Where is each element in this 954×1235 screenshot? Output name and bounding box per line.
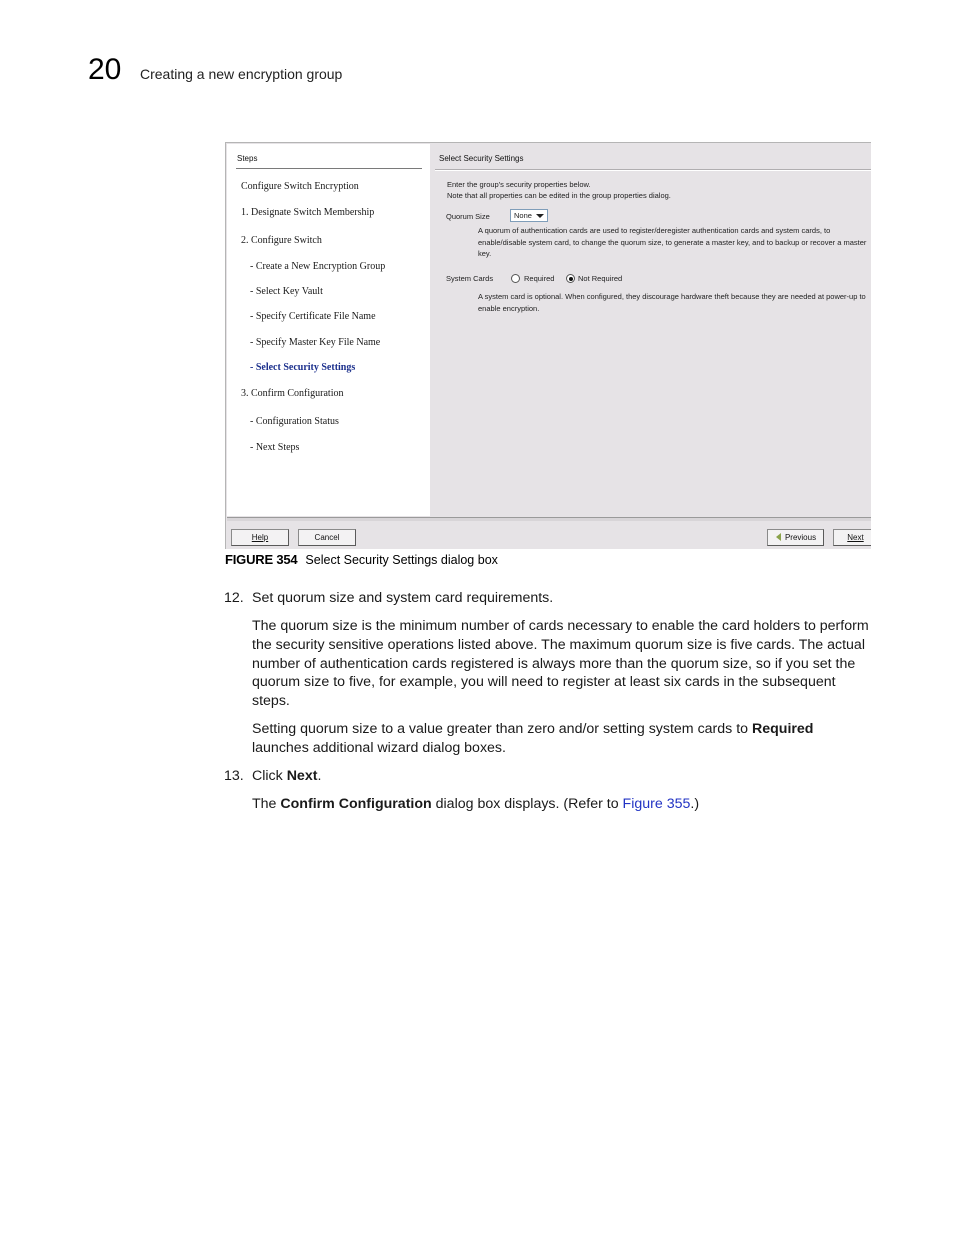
- para3-text-before: The: [252, 796, 281, 812]
- steps-header: Steps: [237, 154, 258, 163]
- next-button[interactable]: [833, 529, 871, 546]
- step-12-text: Set quorum size and system card requirements.: [252, 590, 554, 606]
- next-term: Next: [286, 768, 318, 784]
- previous-button[interactable]: [767, 529, 824, 546]
- step-specify-master-key-file[interactable]: - Specify Master Key File Name: [250, 337, 381, 348]
- step-13-number: 13.: [224, 768, 244, 784]
- steps-divider: [236, 168, 422, 169]
- quorum-size-label: Quorum Size: [446, 212, 490, 221]
- radio-not-required[interactable]: [566, 274, 575, 283]
- step-create-encryption-group[interactable]: - Create a New Encryption Group: [250, 261, 386, 272]
- cancel-button-label: Cancel: [314, 533, 340, 542]
- step-select-key-vault[interactable]: - Select Key Vault: [250, 286, 323, 297]
- intro-text-line1: Enter the group's security properties below.: [447, 180, 591, 189]
- step-designate-switch-membership[interactable]: 1. Designate Switch Membership: [241, 207, 375, 218]
- intro-text-line2: Note that all properties can be edited in the group properties dialog.: [447, 191, 671, 200]
- step-12-number: 12.: [224, 590, 244, 606]
- system-cards-description: A system card is optional. When configured, they discourage hardware theft because they are needed at power-up to enable encryption.: [478, 292, 866, 313]
- cancel-button[interactable]: [298, 529, 356, 546]
- required-term: Required: [751, 721, 814, 737]
- step-13-text: [252, 767, 872, 786]
- step-configure-switch-encryption[interactable]: Configure Switch Encryption: [241, 181, 359, 192]
- step-configuration-status[interactable]: - Configuration Status: [250, 416, 339, 427]
- chapter-title: Creating a new encryption group: [140, 66, 343, 82]
- step-next-steps[interactable]: - Next Steps: [250, 442, 300, 453]
- radio-required-label[interactable]: Required: [524, 274, 555, 283]
- button-bar-divider: [227, 517, 871, 521]
- content-divider-highlight: [435, 170, 871, 171]
- para3-text-after: .): [690, 796, 700, 812]
- help-button[interactable]: [231, 529, 289, 546]
- security-settings-dialog: [225, 142, 871, 549]
- help-button-label: Help: [251, 533, 269, 542]
- step-select-security-settings[interactable]: - Select Security Settings: [250, 362, 356, 373]
- quorum-explanation-paragraph: The quorum size is the minimum number of cards necessary to enable the card holders to perform the security sensitive operations listed above. The maximum quorum size is five cards. The actual number of authentication cards registered is always more than the quorum size, so if you set the quorum size to five, for example, you will need to register at least six cards in the subsequent steps.: [252, 618, 869, 710]
- radio-not-required-label[interactable]: Not Required: [578, 274, 623, 283]
- chevron-down-icon: [536, 214, 544, 218]
- next-button-label: Next: [847, 533, 864, 542]
- content-panel: [431, 144, 871, 516]
- figure-label: FIGURE 354: [225, 552, 298, 567]
- figure-caption: [225, 552, 498, 567]
- confirm-configuration-paragraph: [252, 795, 872, 814]
- confirm-configuration-term: Confirm Configuration: [280, 796, 432, 812]
- previous-arrow-icon: [776, 533, 781, 541]
- step13-text-before: Click: [252, 768, 287, 784]
- figure-title: Select Security Settings dialog box: [305, 553, 498, 567]
- step-confirm-configuration[interactable]: 3. Confirm Configuration: [241, 388, 344, 399]
- quorum-size-value: None: [514, 211, 532, 220]
- para2-text-before: Setting quorum size to a value greater than zero and/or setting system cards to: [252, 721, 752, 737]
- para3-text-middle: dialog box displays. (Refer to: [431, 796, 623, 812]
- radio-required[interactable]: [511, 274, 520, 283]
- system-cards-label: System Cards: [446, 274, 494, 283]
- quorum-size-select[interactable]: [510, 209, 548, 222]
- figure-355-link[interactable]: Figure 355: [622, 796, 691, 812]
- para2-text-after: launches additional wizard dialog boxes.: [252, 739, 506, 756]
- previous-button-label: Previous: [784, 533, 817, 542]
- step-specify-certificate-file[interactable]: - Specify Certificate File Name: [250, 311, 376, 322]
- step13-text-after: .: [317, 768, 322, 784]
- steps-panel: [227, 144, 430, 516]
- step-configure-switch[interactable]: 2. Configure Switch: [241, 235, 322, 246]
- quorum-description: A quorum of authentication cards are used to register/deregister authentication cards and system cards, to enable/disable system card, to change the quorum size, to generate a master key, and to backup or recover a master key.: [478, 226, 867, 258]
- content-header: Select Security Settings: [439, 154, 524, 163]
- additional-dialogs-paragraph: [252, 720, 872, 758]
- chapter-number: 20: [88, 53, 122, 86]
